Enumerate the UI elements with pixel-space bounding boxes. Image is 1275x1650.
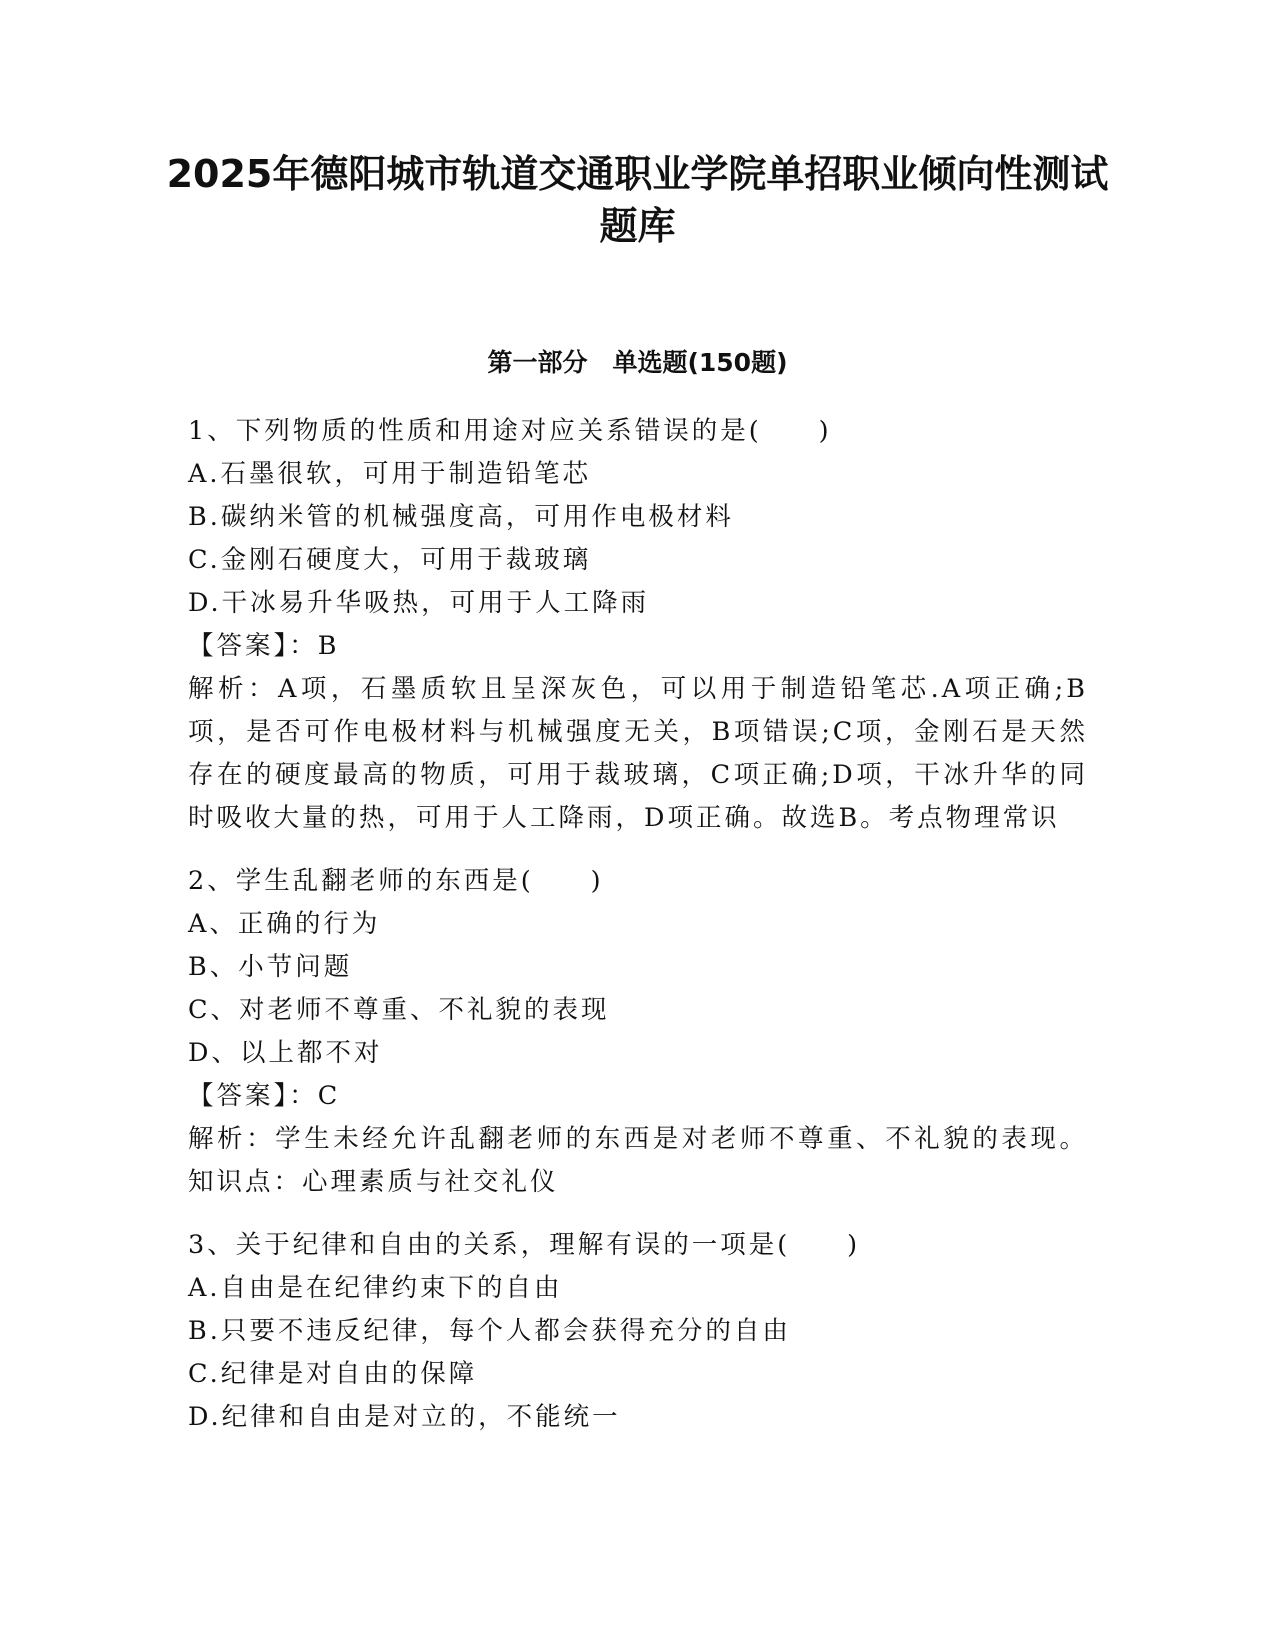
option-b: B.只要不违反纪律，每个人都会获得充分的自由 [188,1316,791,1346]
option-d: D、以上都不对 [188,1038,383,1068]
option-c: C、对老师不尊重、不礼貌的表现 [188,995,610,1025]
explanation: 解析：A项，石墨质软且呈深灰色，可以用于制造铅笔芯.A项正确;B项，是否可作电极材料与机械强度无关，B项错误;C项，金刚石是天然存在的硬度最高的物质，可用于裁玻璃，C项正确;D项，干冰升华的同时吸收大量的热，可用于人工降雨，D项正确。故选B。考点物理常识 [188,674,1088,833]
option-a: A.石墨很软，可用于制造铅笔芯 [188,459,592,489]
option-a: A、正确的行为 [188,909,381,939]
section-heading: 第一部分 单选题(150题) [487,348,788,377]
answer-line: 【答案】：C [188,1081,341,1111]
question-list [188,410,1088,1459]
option-a: A.自由是在纪律约束下的自由 [188,1273,563,1303]
explanation: 解析：学生未经允许乱翻老师的东西是对老师不尊重、不礼貌的表现。知识点：心理素质与社交礼仪 [188,1124,1088,1197]
question-3 [188,1224,1088,1439]
question-stem: 2、学生乱翻老师的东西是( ) [188,866,604,896]
question-stem: 3、关于纪律和自由的关系，理解有误的一项是( ) [188,1230,861,1260]
option-c: C.纪律是对自由的保障 [188,1359,478,1389]
option-d: D.纪律和自由是对立的，不能统一 [188,1402,621,1432]
document-title: 2025年德阳城市轨道交通职业学院单招职业倾向性测试题库 [166,152,1109,248]
question-stem: 1、下列物质的性质和用途对应关系错误的是( ) [188,416,832,446]
question-1 [188,410,1088,840]
option-d: D.干冰易升华吸热，可用于人工降雨 [188,588,650,618]
option-b: B、小节问题 [188,952,353,982]
question-2 [188,860,1088,1204]
answer-line: 【答案】：B [188,631,340,661]
option-b: B.碳纳米管的机械强度高，可用作电极材料 [188,502,734,532]
option-c: C.金刚石硬度大，可用于裁玻璃 [188,545,592,575]
